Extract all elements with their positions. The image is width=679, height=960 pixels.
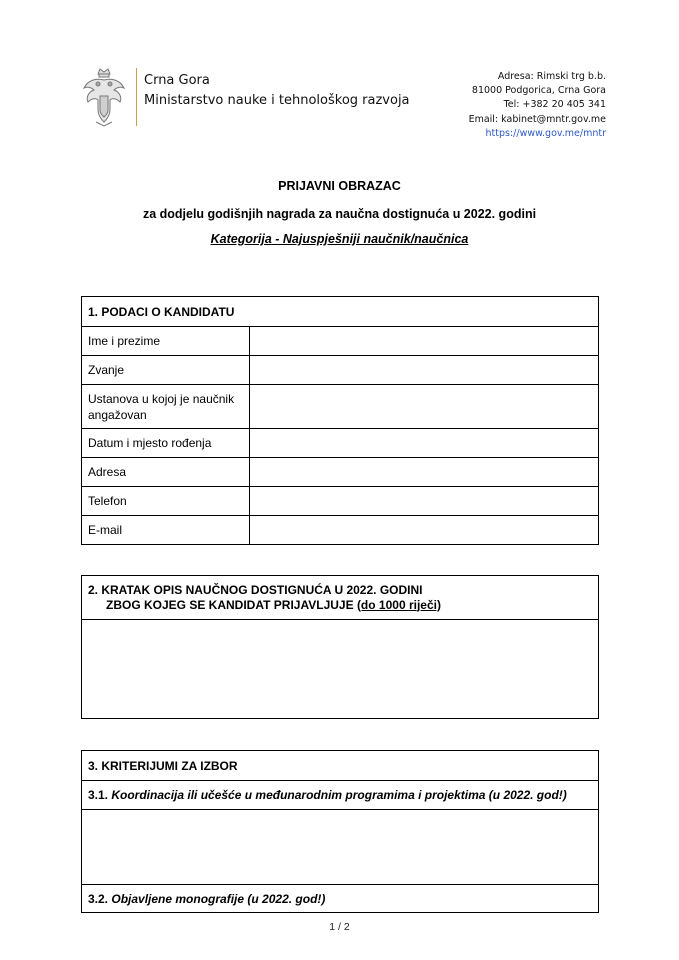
section2-heading-main: ZBOG KOJEG SE KANDIDAT PRIJAVLJUJE [106,597,354,612]
field-label-institution: Ustanova u kojoj je naučnik angažovan [82,385,250,429]
field-value-institution[interactable] [250,385,599,429]
table-row [82,487,599,516]
form-title: PRIJAVNI OBRAZAC [278,179,401,193]
field-label-title: Zvanje [82,356,250,385]
form-category: Kategorija - Najuspješniji naučnik/naučnica [210,232,469,246]
field-value-birth[interactable] [250,429,599,458]
field-label-address: Adresa [82,458,250,487]
criterion-3-2-text: Objavljene monografije (u 2022. god!) [111,891,326,906]
criterion-3-2 [82,885,599,913]
field-label-phone: Telefon [82,487,250,516]
country-name: Crna Gora [144,73,210,88]
criterion-3-1-text: Koordinacija ili učešće u međunarodnim programima i projektima (u 2022. god!) [111,788,567,802]
field-label-email: E-mail [82,516,250,545]
contact-address: Adresa: Rimski trg b.b. [497,71,606,82]
page-number: 1 / 2 [329,921,350,933]
table-row [82,516,599,545]
achievement-description-table [81,575,599,719]
section2-heading-line1: 2. KRATAK OPIS NAUČNOG DOSTIGNUĆA U 2022. GODINI [88,582,423,597]
ministry-title: Ministarstvo nauke i tehnološkog razvoja [144,93,410,108]
section1-heading: 1. PODACI O KANDIDATU [82,297,599,327]
table-row [82,810,599,885]
contact-city: 81000 Podgorica, Crna Gora [471,85,606,97]
field-label-name: Ime i prezime [82,327,250,356]
contact-email: Email: kabinet@mntr.gov.me [468,113,606,125]
coat-of-arms-icon [78,66,130,128]
criterion-3-1-input-area[interactable] [82,810,599,885]
section2-heading [82,576,599,620]
criteria-table [81,750,599,913]
criterion-3-1 [82,781,599,810]
form-titles [0,178,679,247]
field-value-address[interactable] [250,458,599,487]
contact-website-link[interactable]: https://www.gov.me/mntr [485,127,606,139]
table-row [82,429,599,458]
field-value-name[interactable] [250,327,599,356]
description-input-area[interactable] [82,620,599,719]
form-subtitle: za dodjelu godišnjih nagrada za naučna dostignuća u 2022. godini [142,207,537,221]
section2-heading-line2 [88,598,592,613]
contact-block [469,70,606,141]
section2-heading-note: (do 1000 riječi) [356,597,441,612]
table-header-row [82,751,599,781]
table-row [82,885,599,913]
section3-heading: 3. KRITERIJUMI ZA IZBOR [82,751,599,781]
table-row [82,356,599,385]
table-row [82,620,599,719]
field-value-email[interactable] [250,516,599,545]
table-row [82,327,599,356]
table-row [82,781,599,810]
candidate-data-table [81,296,599,545]
table-row [82,458,599,487]
table-header-row [82,297,599,327]
field-label-birth: Datum i mjesto rođenja [82,429,250,458]
contact-phone: Tel: +382 20 405 341 [503,99,606,111]
header-divider [136,68,137,126]
field-value-title[interactable] [250,356,599,385]
table-header-row [82,576,599,620]
criterion-3-2-number: 3.2. [88,891,109,906]
table-row [82,385,599,429]
ministry-name [144,71,410,111]
field-value-phone[interactable] [250,487,599,516]
criterion-3-1-number: 3.1. [88,788,109,802]
